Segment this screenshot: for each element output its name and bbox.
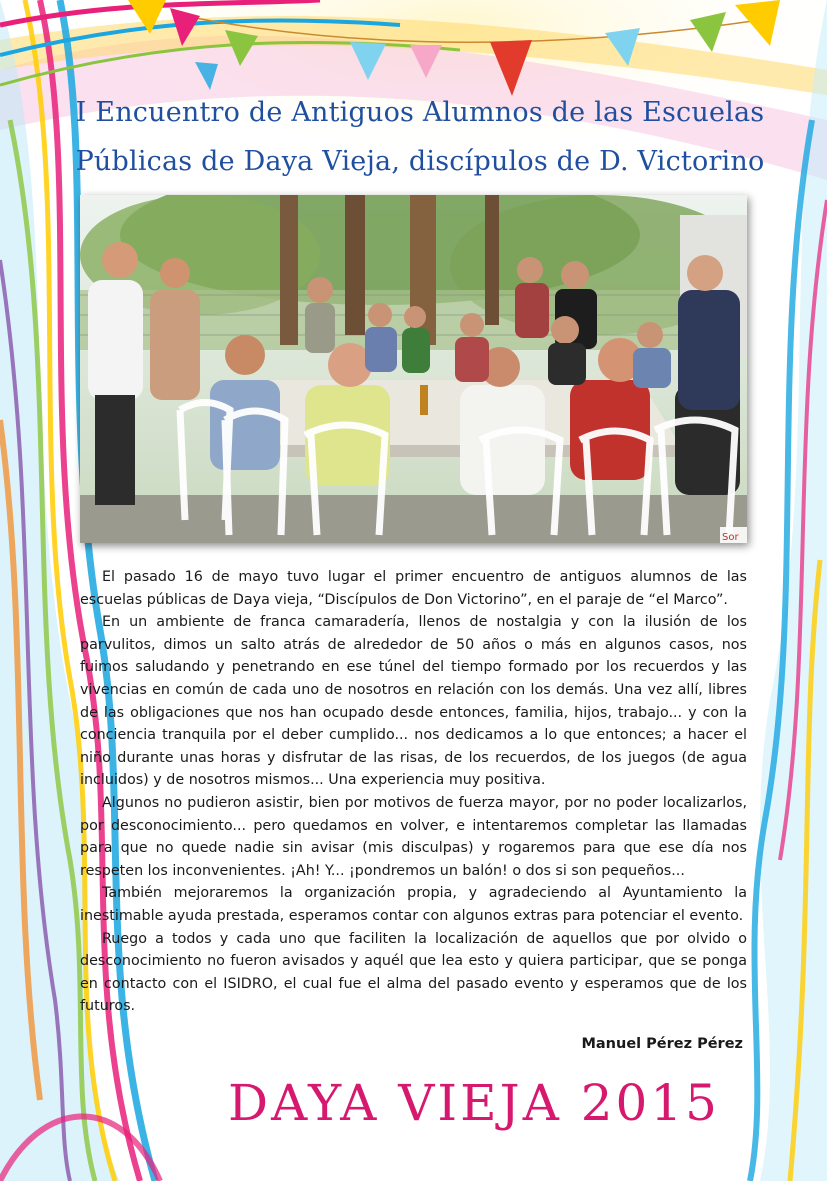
group-photo-illustration (80, 195, 747, 543)
photo-shirt-text: Sor (722, 532, 739, 543)
article-body (80, 566, 747, 1018)
article-author: Manuel Pérez Pérez (581, 1036, 743, 1052)
article-paragraph-1: El pasado 16 de mayo tuvo lugar el primer encuentro de antiguos alumnos de las escuelas públicas de Daya vieja, “Discípulos de Don Victorino”, en el paraje de “el Marco”. (80, 569, 747, 608)
publication-footer: DAYA VIEJA 2015 (228, 1074, 720, 1132)
article-paragraph-4: También mejoraremos la organización propia, y agradeciendo al Ayuntamiento la inestimable ayuda prestada, esperamos contar con algunos extras para potenciar el evento. (80, 885, 747, 924)
article-paragraph-3: Algunos no pudieron asistir, bien por motivos de fuerza mayor, por no poder localizarlos, por desconocimiento... pero quedamos en volver, e intentaremos completar las llamadas para que no quede nadie sin avisar (mis disculpas) y rogaremos para que ese día nos respeten los inconvenientes. ¡Ah! Y... ¡pondremos un balón! o dos si son pequeños... (80, 794, 747, 879)
article-paragraph-2: En un ambiente de franca camaradería, llenos de nostalgia y con la ilusión de los parvulitos, dimos un salto atrás de alrededor de 50 años o más en algunos casos, nos fuimos saludando y penetrando en ese túnel del tiempo formado por los recuerdos y las vivencias en común de cada uno de nosotros en relación con los demás. Una vez allí, libres de las obligaciones que nos han ocupado desde entonces, familia, hijos, trabajo... y con la conciencia tranquila por el deber cumplido... nos dedicamos a lo que entonces; a hacer el niño durante unas horas y disfrutar de las risas, de los recuerdos, de los juegos (de agua incluidos) y de nosotros mismos... Una experiencia muy positiva. (80, 614, 747, 789)
article-paragraph-5: Ruego a todos y cada uno que faciliten la localización de aquellos que por olvido o desconocimiento no fueron avisados y aquél que lea esto y quiera participar, que se ponga en contacto con el ISIDRO, el cual fue el alma del pasado evento y esperamos que de los futuros. (80, 930, 747, 1015)
page-title-line-2: Públicas de Daya Vieja, discípulos de D. Victorino (75, 146, 765, 177)
group-photo (80, 195, 747, 543)
page-title-line-1: I Encuentro de Antiguos Alumnos de las Escuelas (75, 97, 765, 128)
